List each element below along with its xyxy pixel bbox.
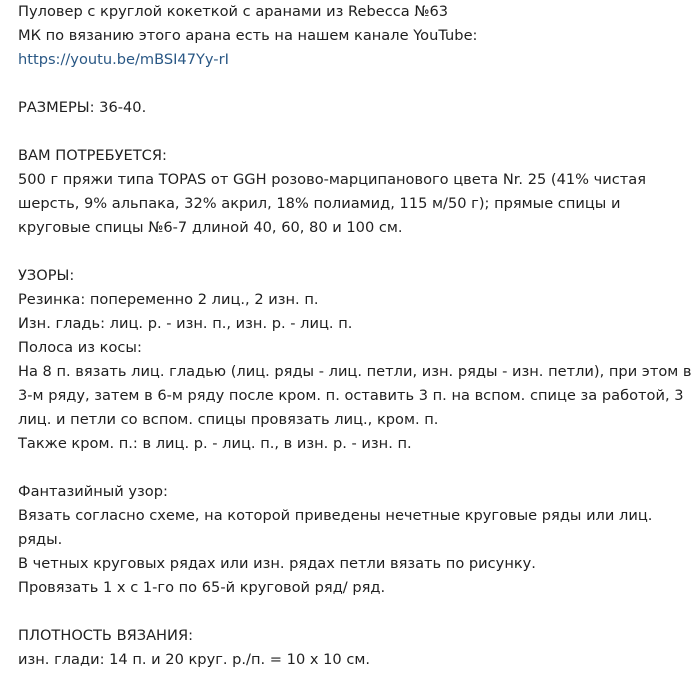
edge-text: Также кром. п.: в лиц. р. - лиц. п., в изн. р. - изн. п.	[18, 435, 412, 452]
sizes-text: РАЗМЕРЫ: 36-40.	[18, 99, 147, 116]
fancy-line: Провязать 1 х с 1-го по 65-й круговой ряд/ ряд.	[18, 579, 386, 596]
gauge-text: изн. глади: 14 п. и 20 круг. р./п. = 10 х 10 см.	[18, 651, 371, 668]
patterns-heading: УЗОРЫ:	[18, 267, 75, 284]
materials-line: шерсть, 9% альпака, 32% акрил, 18% полиамид, 115 м/50 г); прямые спицы и	[18, 195, 621, 212]
fancy-line: В четных круговых рядах или изн. рядах петли вязать по рисунку.	[18, 555, 536, 572]
cable-line: лиц. и петли со вспом. спицы провязать лиц., кром. п.	[18, 411, 439, 428]
fancy-line: ряды.	[18, 531, 63, 548]
materials-line: круговые спицы №6-7 длиной 40, 60, 80 и 100 см.	[18, 219, 403, 236]
cable-heading: Полоса из косы:	[18, 339, 142, 356]
cable-line: На 8 п. вязать лиц. гладью (лиц. ряды - лиц. петли, изн. ряды - изн. петли), при этом в	[18, 363, 692, 380]
youtube-link[interactable]: https://youtu.be/mBSI47Yy-rI	[18, 51, 229, 68]
post-text	[18, 0, 692, 672]
fancy-heading: Фантазийный узор:	[18, 483, 168, 500]
materials-line: 500 г пряжи типа TOPAS от GGH розово-марципанового цвета Nr. 25 (41% чистая	[18, 171, 647, 188]
mk-text: МК по вязанию этого арана есть на нашем канале YouTube:	[18, 27, 478, 44]
fancy-line: Вязать согласно схеме, на которой приведены нечетные круговые ряды или лиц.	[18, 507, 653, 524]
rib-text: Резинка: попеременно 2 лиц., 2 изн. п.	[18, 291, 319, 308]
cable-line: 3-м ряду, затем в 6-м ряду после кром. п. оставить 3 п. на вспом. спице за работой, 3	[18, 387, 684, 404]
post-title: Пуловер с круглой кокеткой с аранами из Rebecca №63	[18, 3, 449, 20]
materials-heading: ВАМ ПОТРЕБУЕТСЯ:	[18, 147, 167, 164]
gauge-heading: ПЛОТНОСТЬ ВЯЗАНИЯ:	[18, 627, 194, 644]
reverse-stockinette-text: Изн. гладь: лиц. р. - изн. п., изн. р. - лиц. п.	[18, 315, 353, 332]
